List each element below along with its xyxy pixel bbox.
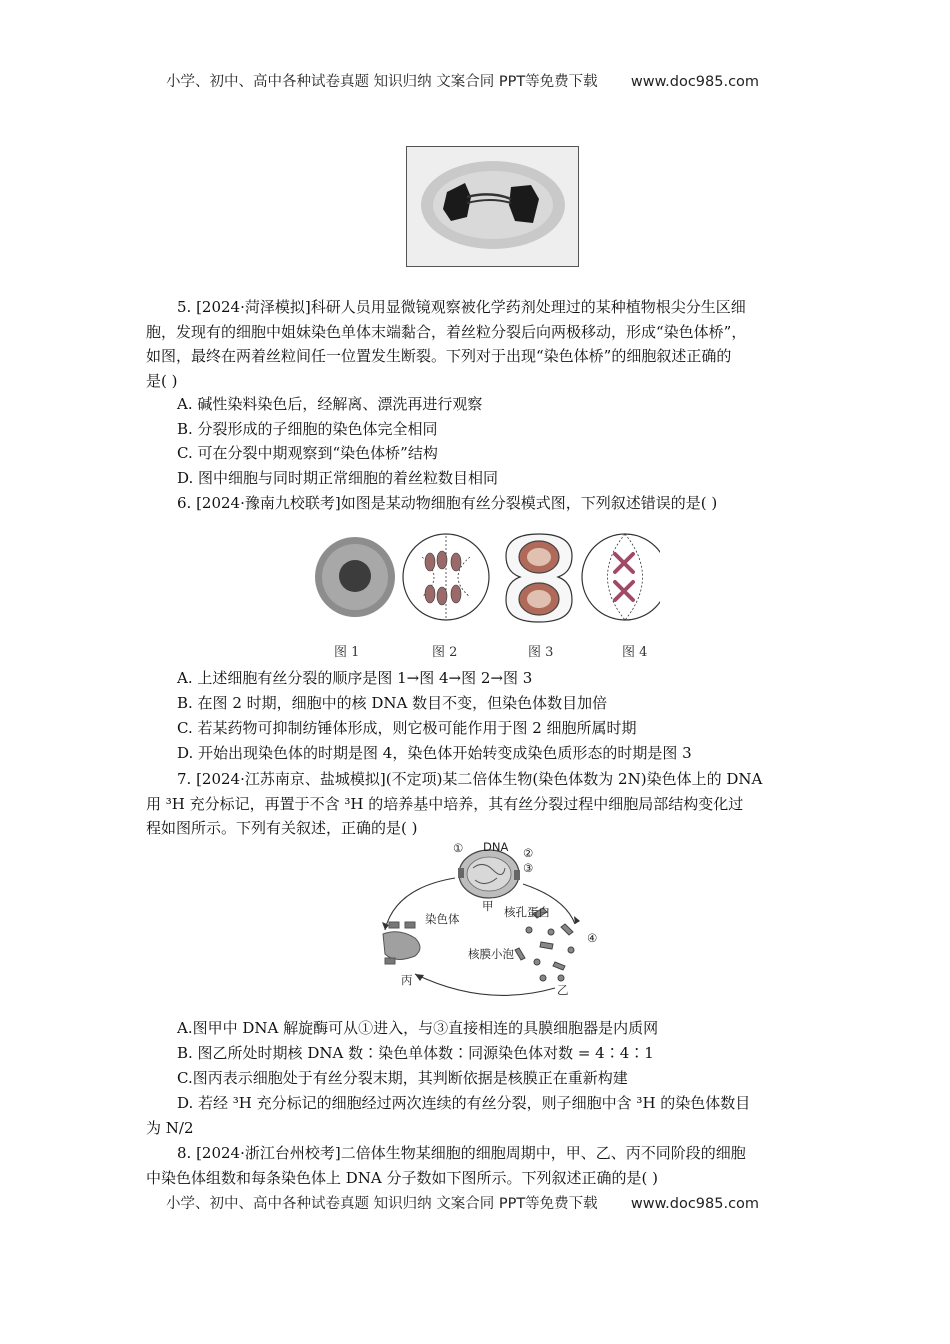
q5-option-d: D. 图中细胞与同时期正常细胞的着丝粒数目相同 [177,469,499,487]
q6-option-c: C. 若某药物可抑制纺锤体形成，则它极可能作用于图 2 细胞所属时期 [177,719,637,737]
q5-option-c: C. 可在分裂中期观察到“染色体桥”结构 [177,444,438,462]
footer-url: www.doc985.com [630,1196,760,1212]
q8-stem [146,1141,746,1190]
label-circle-2: ② [523,846,534,860]
page-footer [166,1192,759,1213]
header-url: www.doc985.com [630,74,760,90]
q8-line: 8. [2024·浙江台州校考]二倍体生物某细胞的细胞周期中，甲、乙、丙不同阶段的细胞 [177,1144,746,1162]
q7-option-d-cont: 为 N/2 [146,1119,194,1137]
mitosis-figure [310,522,660,632]
q8-line: 中染色体组数和每条染色体上 DNA 分子数如下图所示。下列叙述正确的是( ) [146,1168,658,1187]
fig2-label: 图 2 [432,645,458,660]
label-circle-4: ④ [587,931,598,945]
q7-line: 7. [2024·江苏南京、盐城模拟](不定项)某二倍体生物(染色体数为 2N)染色体上的 DNA [177,770,763,788]
fig4-cell [582,534,660,620]
fig3-cell [506,534,572,622]
page-header [166,70,759,91]
header-text: 小学、初中、高中各种试卷真题 知识归纳 文案合同 PPT等免费下载 [166,74,598,90]
label-nuclear-pore-protein: 核孔蛋白 [504,905,550,919]
q7-line: 程如图所示。下列有关叙述，正确的是( ) [146,819,418,837]
label-jia: 甲 [482,899,494,913]
q5-line: 5. [2024·菏泽模拟]科研人员用显微镜观察被化学药剂处理过的某种植物根尖分生区细 [177,298,746,316]
q6-stem: 6. [2024·豫南九校联考]如图是某动物细胞有丝分裂模式图，下列叙述错误的是( ) [177,494,718,512]
q7-option-d: D. 若经 ³H 充分标记的细胞经过两次连续的有丝分裂，则子细胞中含 ³H 的染色体数目 [177,1094,751,1112]
q7-stem [146,767,762,841]
fig2-cell [403,534,489,620]
q5-option-b: B. 分裂形成的子细胞的染色体完全相同 [177,420,438,438]
label-circle-3: ③ [523,861,534,875]
q7-option-a: A.图甲中 DNA 解旋酶可从①进入，与③直接相连的具膜细胞器是内质网 [177,1019,659,1037]
q6-option-a: A. 上述细胞有丝分裂的顺序是图 1→图 4→图 2→图 3 [177,669,533,687]
footer-text: 小学、初中、高中各种试卷真题 知识归纳 文案合同 PPT等免费下载 [166,1196,598,1212]
label-yi: 乙 [557,983,569,997]
label-nuclear-vesicle: 核膜小泡 [468,947,514,961]
fig1-label: 图 1 [334,645,360,660]
q7-option-b: B. 图乙所处时期核 DNA 数∶染色单体数∶同源染色体对数 = 4∶4∶1 [177,1044,654,1062]
chromosome-bridge-micrograph [406,146,579,267]
nuclear-envelope-cycle-figure [365,838,625,998]
q5-stem [146,295,746,393]
q6-option-d: D. 开始出现染色体的时期是图 4，染色体开始转变成染色质形态的时期是图 3 [177,744,692,762]
label-bing: 丙 [401,973,413,987]
q7-option-c: C.图丙表示细胞处于有丝分裂末期，其判断依据是核膜正在重新构建 [177,1069,628,1087]
fig3-label: 图 3 [528,645,554,660]
q5-line: 胞，发现有的细胞中姐妹染色单体末端黏合，着丝粒分裂后向两极移动，形成“染色体桥”， [146,322,747,341]
label-chromosome: 染色体 [425,912,460,926]
q5-line: 是( ) [146,371,178,390]
q6-option-b: B. 在图 2 时期，细胞中的核 DNA 数目不变，但染色体数目加倍 [177,694,608,712]
q5-line: 如图，最终在两着丝粒间任一位置发生断裂。下列对于出现“染色体桥”的细胞叙述正确的 [146,347,732,365]
fig4-label: 图 4 [622,645,648,660]
label-circle-1: ① [453,841,464,855]
label-dna: DNA [483,840,509,854]
q5-option-a: A. 碱性染料染色后，经解离、漂洗再进行观察 [177,395,483,413]
q7-line: 用 ³H 充分标记，再置于不含 ³H 的培养基中培养，其有丝分裂过程中细胞局部结构变化过 [146,794,744,813]
fig1-cell [315,537,395,617]
